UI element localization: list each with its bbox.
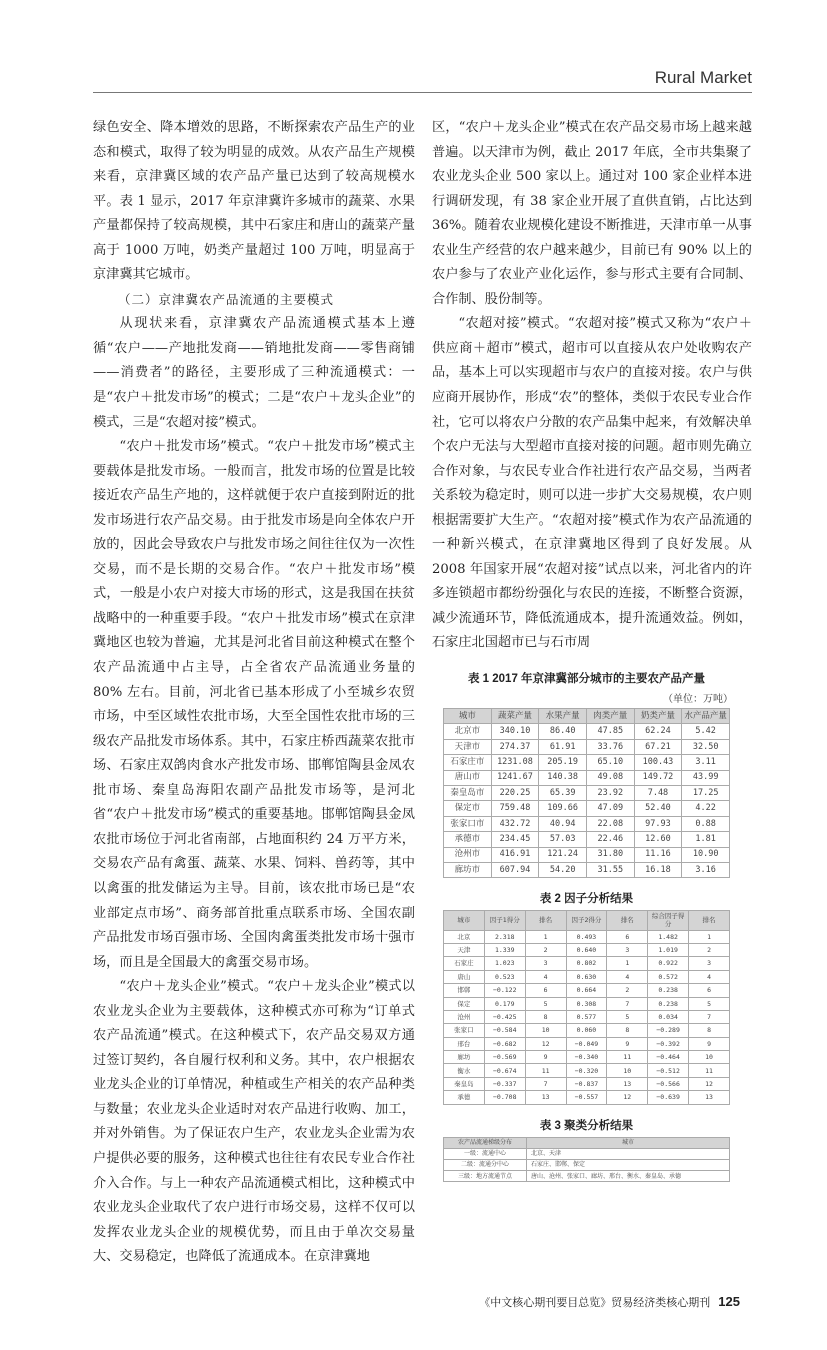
table-cell: 759.48: [491, 801, 539, 816]
table-row: [444, 1077, 730, 1090]
table-row: [444, 1091, 730, 1104]
table-cell: −0.122: [484, 984, 525, 997]
table-cell: 廊坊市: [444, 862, 492, 877]
table-cell: 一级：流通中心: [444, 1148, 527, 1159]
table-cell: −0.425: [484, 1010, 525, 1023]
table-cell: 9: [525, 1051, 566, 1064]
table-cell: −0.566: [648, 1077, 689, 1090]
table-cell: 8: [607, 1024, 648, 1037]
table-cell: 6: [607, 930, 648, 943]
table-cell: 秦皇岛: [444, 1077, 485, 1090]
table-cell: 62.24: [634, 724, 682, 739]
paragraph: “农户＋批发市场”模式。“农户＋批发市场”模式主要载体是批发市场。一般而言，批发市场的位置是比较接近农产品生产地的，这样就便于农户直接到附近的批发市场进行农产品交易。由于批发市场是向全体农户开放的，因此会导致农户与批发市场之间往往仅为一次性交易，而不是长期的交易合作。“农户＋批发市场”模式，一般是小农户对接大市场的形式，这是我国在扶贫战略中的一种重要手段。“农户＋批发市场”模式在京津冀地区也较为普遍，尤其是河北省目前这种模式在整个农产品流通中占主导，占全省农产品流通业务量的 80% 左右。目前，河北省已基本形成了小至城乡农贸市场，中至区域性农批市场，大至全国性农批市场的三级农产品批发市场体系。其中，石家庄桥西蔬菜农批市场、石家庄双鸽肉食水产批发市场、邯郸馆陶县金凤农批市场、秦皇岛海阳农副产品批发市场等，是河北省“农户＋批发市场”模式的重要基地。邯郸馆陶县金凤农批市场位于河北省南部，占地面积约 24 万平方米，交易农产品有禽蛋、蔬菜、水果、饲料、兽药等，其中以禽蛋的批发储运为主导。目前，该农批市场已是“农业部定点市场”、商务部首批重点联系市场、全国农副产品批发市场百强市场、全国肉禽蛋类批发市场十强市场，而且是全国最大的禽蛋交易市场。: [93, 439, 415, 970]
table-cell: 6: [525, 984, 566, 997]
table-cell: 140.38: [539, 770, 587, 785]
table-cell: 9: [689, 1037, 730, 1050]
table-cell: 三级：地方流通节点: [444, 1171, 527, 1182]
table1-unit: （单位：万吨）: [663, 694, 733, 706]
table-cell: −0.340: [566, 1051, 607, 1064]
table-cell: 2: [689, 943, 730, 956]
table-cell: 9: [607, 1037, 648, 1050]
table-cell: −0.682: [484, 1037, 525, 1050]
table-row: [444, 943, 730, 956]
table-cell: 0.238: [648, 997, 689, 1010]
table-cell: 1.339: [484, 943, 525, 956]
table-cell: 47.85: [586, 724, 634, 739]
table-cell: −0.639: [648, 1091, 689, 1104]
table-row: [444, 739, 730, 754]
table-cell: 23.92: [586, 785, 634, 800]
table-cell: 205.19: [539, 755, 587, 770]
table-cell: 61.91: [539, 739, 587, 754]
paragraph: “农超对接”模式。“农超对接”模式又称为“农户＋供应商＋超市”模式，超市可以直接从农户处收购农产品，基本上可以实现超市与农户的直接对接。农户与供应商开展协作，形成“农”的整体，类似于农民专业合作社，它可以将农户分散的农产品集中起来，有效解决单个农户无法与大型超市直接对接的问题。超市则先确立合作对象，与农民专业合作社进行农产品交易，当两者关系较为稳定时，则可以进一步扩大交易规模，农户则根据需要扩大生产。“农超对接”模式作为农产品流通的一种新兴模式，在京津冀地区得到了良好发展。从 2008 年国家开展“农超对接”试点以来，河北省内的许多连锁超市都纷纷强化与农民的连接，不断整合资源，减少流通环节，降低流通成本，提升流通效益。例如，石家庄北国超市已与石市周: [432, 316, 752, 651]
table-cell: 天津: [444, 943, 485, 956]
table-row: [444, 930, 730, 943]
table-cell: 0.572: [648, 970, 689, 983]
table-cell: 衡水: [444, 1064, 485, 1077]
table-row: [444, 1051, 730, 1064]
table-cell: 4: [607, 970, 648, 983]
table-row: [444, 862, 730, 877]
table-cell: 邢台: [444, 1037, 485, 1050]
table-cell: −0.837: [566, 1077, 607, 1090]
table-cell: 0.523: [484, 970, 525, 983]
table-cell: 1.482: [648, 930, 689, 943]
table-cell: 11.16: [634, 847, 682, 862]
table-cell: 0.630: [566, 970, 607, 983]
table-cell: −0.569: [484, 1051, 525, 1064]
running-header: [93, 66, 752, 93]
table-cell: 7: [525, 1077, 566, 1090]
table-cell: 10: [607, 1064, 648, 1077]
table-cell: 416.91: [491, 847, 539, 862]
table-header-row: [444, 709, 730, 724]
table-cell: −0.320: [566, 1064, 607, 1077]
section-title: Rural Market: [654, 68, 752, 87]
table-cell: −0.392: [648, 1037, 689, 1050]
column-header: 农产品流通梯级分布: [444, 1137, 527, 1148]
table-cell: 13: [525, 1091, 566, 1104]
column-header: 城市: [444, 911, 485, 930]
table-cell: 0.640: [566, 943, 607, 956]
table-cell: 149.72: [634, 770, 682, 785]
table-cell: 4: [689, 970, 730, 983]
table-cell: 沧州市: [444, 847, 492, 862]
table-cell: 340.10: [491, 724, 539, 739]
table-cell: 石家庄市: [444, 755, 492, 770]
table-cell: 12: [607, 1091, 648, 1104]
column-header: 因子2得分: [566, 911, 607, 930]
table1-title: 表 1 2017 年京津冀部分城市的主要农产品产量: [467, 673, 706, 686]
tables-block: [443, 670, 733, 1182]
table-cell: 43.99: [682, 770, 730, 785]
table-cell: 33.76: [586, 739, 634, 754]
table-cell: 47.09: [586, 801, 634, 816]
table-cell: 12: [689, 1077, 730, 1090]
column-header: 城市: [527, 1137, 730, 1148]
table-cell: 65.10: [586, 755, 634, 770]
table-cell: −0.512: [648, 1064, 689, 1077]
right-column: [432, 116, 752, 1182]
column-header: 排名: [689, 911, 730, 930]
table2: [443, 910, 730, 1104]
table-row: [444, 1171, 730, 1182]
table-cell: 承德市: [444, 832, 492, 847]
table-cell: 北京、天津: [527, 1148, 730, 1159]
table-cell: 二级：流通分中心: [444, 1160, 527, 1171]
table-row: [444, 957, 730, 970]
table-cell: 0.179: [484, 997, 525, 1010]
table-cell: 0.922: [648, 957, 689, 970]
table-cell: 5.42: [682, 724, 730, 739]
table-cell: −0.557: [566, 1091, 607, 1104]
table-cell: 67.21: [634, 739, 682, 754]
table-cell: 8: [689, 1024, 730, 1037]
column-header: 城市: [444, 709, 492, 724]
table-cell: 6: [689, 984, 730, 997]
table-cell: 10: [525, 1024, 566, 1037]
table-row: [444, 801, 730, 816]
column-header: 综合因子得分: [648, 911, 689, 930]
table-cell: 唐山、沧州、张家口、廊坊、邢台、衡水、秦皇岛、承德: [527, 1171, 730, 1182]
table-cell: 4.22: [682, 801, 730, 816]
table-cell: 52.40: [634, 801, 682, 816]
table-cell: 31.55: [586, 862, 634, 877]
table-cell: 7: [607, 997, 648, 1010]
table-cell: 0.577: [566, 1010, 607, 1023]
table-cell: 3: [689, 957, 730, 970]
table-cell: 65.39: [539, 785, 587, 800]
table-cell: 北京市: [444, 724, 492, 739]
column-header: 水产品产量: [682, 709, 730, 724]
page-footer: [93, 1294, 752, 1310]
column-header: 水果产量: [539, 709, 587, 724]
table-row: [444, 1148, 730, 1159]
paragraph: 从现状来看，京津冀农产品流通模式基本上遵循“农户——产地批发商——销地批发商——零售商铺——消费者”的路径，主要形成了三种流通模式：一是“农户＋批发市场”的模式；二是“农户＋龙头企业”的模式，三是“农超对接”模式。: [93, 316, 415, 430]
table-cell: 0.802: [566, 957, 607, 970]
table-cell: 1: [607, 957, 648, 970]
table-cell: 22.46: [586, 832, 634, 847]
table-cell: 3: [525, 957, 566, 970]
column-header: 蔬菜产量: [491, 709, 539, 724]
table-cell: 17.25: [682, 785, 730, 800]
table-row: [444, 770, 730, 785]
table-cell: 0.88: [682, 816, 730, 831]
page-number: 125: [718, 1293, 740, 1309]
table-cell: 保定市: [444, 801, 492, 816]
table1: [443, 708, 730, 878]
table-cell: 16.18: [634, 862, 682, 877]
table-cell: 1.023: [484, 957, 525, 970]
table-cell: 0.238: [648, 984, 689, 997]
table-cell: 274.37: [491, 739, 539, 754]
table-cell: 2: [607, 984, 648, 997]
table-row: [444, 785, 730, 800]
table-cell: 1: [525, 930, 566, 943]
paragraph: “农户＋龙头企业”模式。“农户＋龙头企业”模式以农业龙头企业为主要载体，这种模式亦可称为“订单式农产品流通”模式。在这种模式下，农产品交易双方通过签订契约，各自履行权利和义务。其中，农户根据农业龙头企业的订单情况，种植或生产相关的农产品种类与数量；农业龙头企业适时对农产品进行收购、加工，并对外销售。为了保证农户生产，农业龙头企业需为农户提供必要的服务，这种模式也往往有农民专业合作社介入合作。与上一种农产品流通模式相比，这种模式中农业龙头企业取代了农户进行市场交易，这样不仅可以发挥农业龙头企业的规模优势，而且由于单次交易量大、交易稳定，也降低了流通成本。在京津冀地: [93, 979, 415, 1265]
table-cell: 97.93: [634, 816, 682, 831]
table-row: [444, 1010, 730, 1023]
table-row: [444, 970, 730, 983]
table-cell: 张家口: [444, 1024, 485, 1037]
table-cell: 3: [607, 943, 648, 956]
table-cell: −0.708: [484, 1091, 525, 1104]
table-row: [444, 997, 730, 1010]
table-cell: 沧州: [444, 1010, 485, 1023]
table-cell: 1.81: [682, 832, 730, 847]
table-cell: 49.08: [586, 770, 634, 785]
table-cell: 廊坊: [444, 1051, 485, 1064]
table-row: [444, 1024, 730, 1037]
table-cell: 10.90: [682, 847, 730, 862]
table-cell: −0.049: [566, 1037, 607, 1050]
table-cell: 张家口市: [444, 816, 492, 831]
table-cell: 7: [689, 1010, 730, 1023]
table-cell: 承德: [444, 1091, 485, 1104]
table-header-row: [444, 911, 730, 930]
table-cell: 5: [689, 997, 730, 1010]
table-cell: 7.48: [634, 785, 682, 800]
table-cell: 2: [525, 943, 566, 956]
table-header-row: [444, 1137, 730, 1148]
table-cell: 86.40: [539, 724, 587, 739]
table-cell: 2.318: [484, 930, 525, 943]
table-cell: 10: [689, 1051, 730, 1064]
table-cell: 0.493: [566, 930, 607, 943]
table-cell: 22.08: [586, 816, 634, 831]
paragraph: 区，“农户＋龙头企业”模式在农产品交易市场上越来越普遍。以天津市为例，截止 2017 年底，全市共集聚了农业龙头企业 500 家以上。通过对 100 家企业样本进行调研发现，有 38 家企业开展了直供直销，占比达到 36%。随着农业规模化建设不断推进，天津市单一从事农业生产经营的农户越来越少，目前已有 90% 以上的农户参与了农业产业化运作，参与形式主要有合同制、合作制、股份制等。: [432, 120, 752, 307]
table-cell: 432.72: [491, 816, 539, 831]
table-cell: 3.16: [682, 862, 730, 877]
table-cell: 石家庄: [444, 957, 485, 970]
table-cell: 1.019: [648, 943, 689, 956]
table-cell: 11: [689, 1064, 730, 1077]
table-cell: 1241.67: [491, 770, 539, 785]
table-cell: 13: [689, 1091, 730, 1104]
table-cell: 100.43: [634, 755, 682, 770]
table-row: [444, 816, 730, 831]
table-cell: 1231.08: [491, 755, 539, 770]
column-header: 排名: [525, 911, 566, 930]
table-cell: 12: [525, 1037, 566, 1050]
table-cell: 8: [525, 1010, 566, 1023]
two-column-body: [93, 116, 752, 1270]
table-cell: 40.94: [539, 816, 587, 831]
table-cell: 3.11: [682, 755, 730, 770]
table-cell: 12.60: [634, 832, 682, 847]
subheading: （二）京津冀农产品流通的主要模式: [118, 291, 335, 307]
table-cell: 0.664: [566, 984, 607, 997]
table-cell: 54.20: [539, 862, 587, 877]
table-cell: 11: [525, 1064, 566, 1077]
table-cell: 109.66: [539, 801, 587, 816]
table-row: [444, 832, 730, 847]
table-row: [444, 1064, 730, 1077]
table-cell: 11: [607, 1051, 648, 1064]
table-row: [444, 847, 730, 862]
table-row: [444, 755, 730, 770]
table-cell: 天津市: [444, 739, 492, 754]
table-cell: 秦皇岛市: [444, 785, 492, 800]
left-column: [93, 116, 415, 1270]
table-cell: 5: [607, 1010, 648, 1023]
table-row: [444, 724, 730, 739]
table-cell: 保定: [444, 997, 485, 1010]
column-header: 肉类产量: [586, 709, 634, 724]
table-cell: 4: [525, 970, 566, 983]
table-cell: 0.308: [566, 997, 607, 1010]
paragraph: 绿色安全、降本增效的思路，不断探索农产品生产的业态和模式，取得了较为明显的成效。从农产品生产规模来看，京津冀区域的农产品产量已达到了较高规模水平。表 1 显示，2017 年京津冀许多城市的蔬菜、水果产量都保持了较高规模，其中石家庄和唐山的蔬菜产量高于 1000 万吨，奶类产量超过 100 万吨，明显高于京津冀其它城市。: [93, 120, 415, 283]
table-cell: 234.45: [491, 832, 539, 847]
table-cell: 31.80: [586, 847, 634, 862]
table-cell: 5: [525, 997, 566, 1010]
table-row: [444, 984, 730, 997]
table-cell: −0.337: [484, 1077, 525, 1090]
table-cell: 32.50: [682, 739, 730, 754]
table2-title: 表 2 因子分析结果: [539, 893, 634, 906]
table-cell: 0.060: [566, 1024, 607, 1037]
column-header: 因子1得分: [484, 911, 525, 930]
journal-name: 《中文核心期刊要目总览》贸易经济类核心期刊: [479, 1295, 711, 1309]
table-cell: 石家庄、邯郸、保定: [527, 1160, 730, 1171]
table-cell: −0.674: [484, 1064, 525, 1077]
table-cell: −0.289: [648, 1024, 689, 1037]
column-header: 排名: [607, 911, 648, 930]
table-cell: 1: [689, 930, 730, 943]
table-cell: 13: [607, 1077, 648, 1090]
table-cell: 唐山: [444, 970, 485, 983]
table-cell: 607.94: [491, 862, 539, 877]
table-cell: 邯郸: [444, 984, 485, 997]
table-cell: −0.464: [648, 1051, 689, 1064]
table-cell: 57.03: [539, 832, 587, 847]
table-cell: −0.584: [484, 1024, 525, 1037]
table-cell: 0.034: [648, 1010, 689, 1023]
table-row: [444, 1037, 730, 1050]
table-cell: 北京: [444, 930, 485, 943]
table-cell: 121.24: [539, 847, 587, 862]
table-cell: 唐山市: [444, 770, 492, 785]
table-cell: 220.25: [491, 785, 539, 800]
table-row: [444, 1160, 730, 1171]
table3-title: 表 3 聚类分析结果: [539, 1119, 634, 1132]
column-header: 奶类产量: [634, 709, 682, 724]
